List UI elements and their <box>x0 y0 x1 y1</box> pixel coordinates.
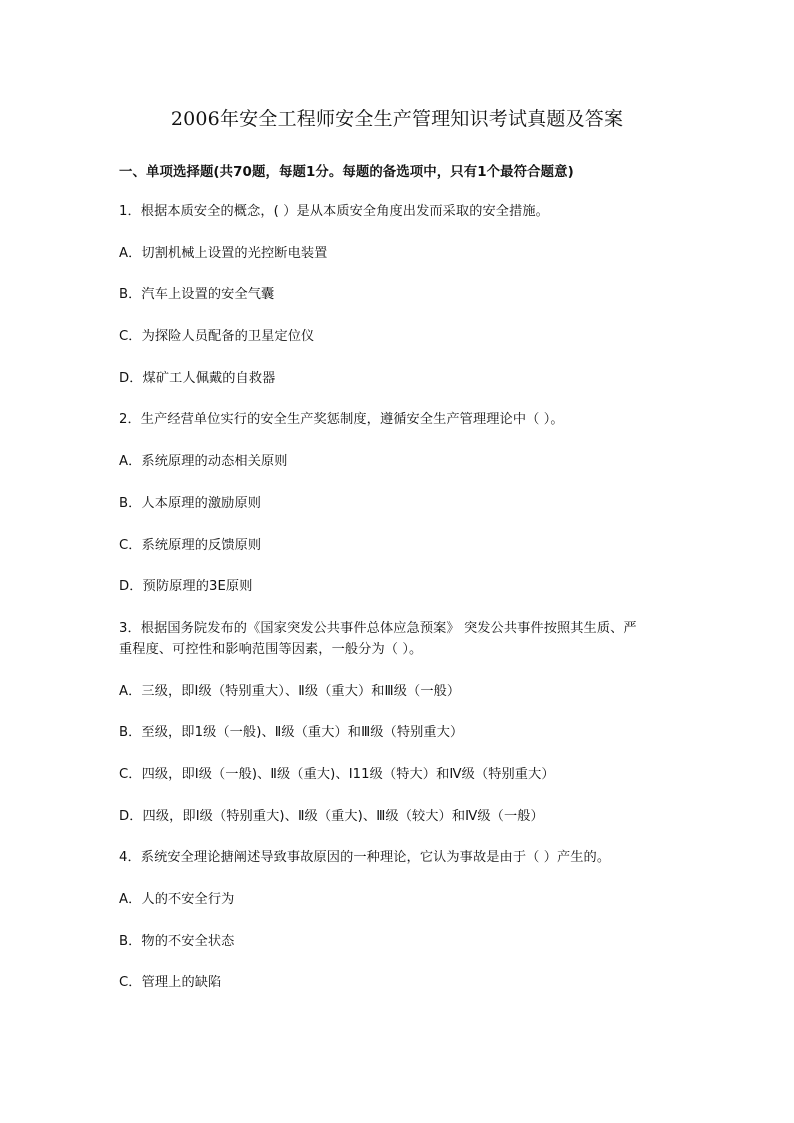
question-3-option-a: A．三级，即Ⅰ级（特别重大）、Ⅱ级（重大）和Ⅲ级（一般） <box>119 683 461 699</box>
question-2-option-a: A．系统原理的动态相关原则 <box>119 454 288 470</box>
question-3-option-d: D．四级，即Ⅰ级（特别重大)、Ⅱ级（重大)、Ⅲ级（较大）和Ⅳ级（一般） <box>119 808 544 824</box>
question-4-stem: 4．系统安全理论搪阐述导致事故原因的一种理论，它认为事故是由于（ ）产生的。 <box>119 850 611 866</box>
question-3-stem-line-1: 3．根据国务院发布的《国家突发公共事件总体应急预案》 突发公共事件按照其生质、严 <box>119 620 637 636</box>
document-title: 2006年安全工程师安全生产管理知识考试真题及答案 <box>170 108 624 130</box>
question-1-option-b: B．汽车上设置的安全气囊 <box>119 287 275 303</box>
question-1-option-c: C．为探险人员配备的卫星定位仪 <box>119 329 315 345</box>
question-3-stem-line-2: 重程度、可控性和影响范围等因素，一般分为（ ）。 <box>119 641 423 657</box>
question-3-option-c: C．四级，即Ⅰ级（一般)、Ⅱ级（重大)、I11级（特大）和Ⅳ级（特别重大） <box>119 766 555 782</box>
question-2-stem: 2．生产经营单位实行的安全生产奖惩制度，遵循安全生产管理理论中（ ）。 <box>119 412 564 428</box>
question-2-option-b: B．人本原理的激励原则 <box>119 495 262 511</box>
question-1-option-d: D．煤矿工人佩戴的自救器 <box>119 370 276 386</box>
question-2-option-d: D．预防原理的3E原则 <box>119 579 253 595</box>
question-3-stem <box>119 618 679 660</box>
section-heading: 一、单项选择题(共70题，每题1分。每题的备选项中，只有1个最符合题意) <box>119 165 574 180</box>
question-3-option-b: B．至级，即1级（一般)、Ⅱ级（重大）和Ⅲ级（特别重大） <box>119 725 464 741</box>
question-4-option-a: A．人的不安全行为 <box>119 892 235 907</box>
question-1-stem: 1．根据本质安全的概念，( ）是从本质安全角度出发而采取的安全措施。 <box>119 204 549 219</box>
question-4-option-b: B．物的不安全状态 <box>119 933 235 949</box>
question-4-option-c: C．管理上的缺陷 <box>119 975 222 991</box>
question-list <box>119 201 679 1014</box>
question-1-option-a: A．切割机械上设置的光控断电装置 <box>119 245 328 261</box>
question-2-option-c: C．系统原理的反馈原则 <box>119 537 262 553</box>
